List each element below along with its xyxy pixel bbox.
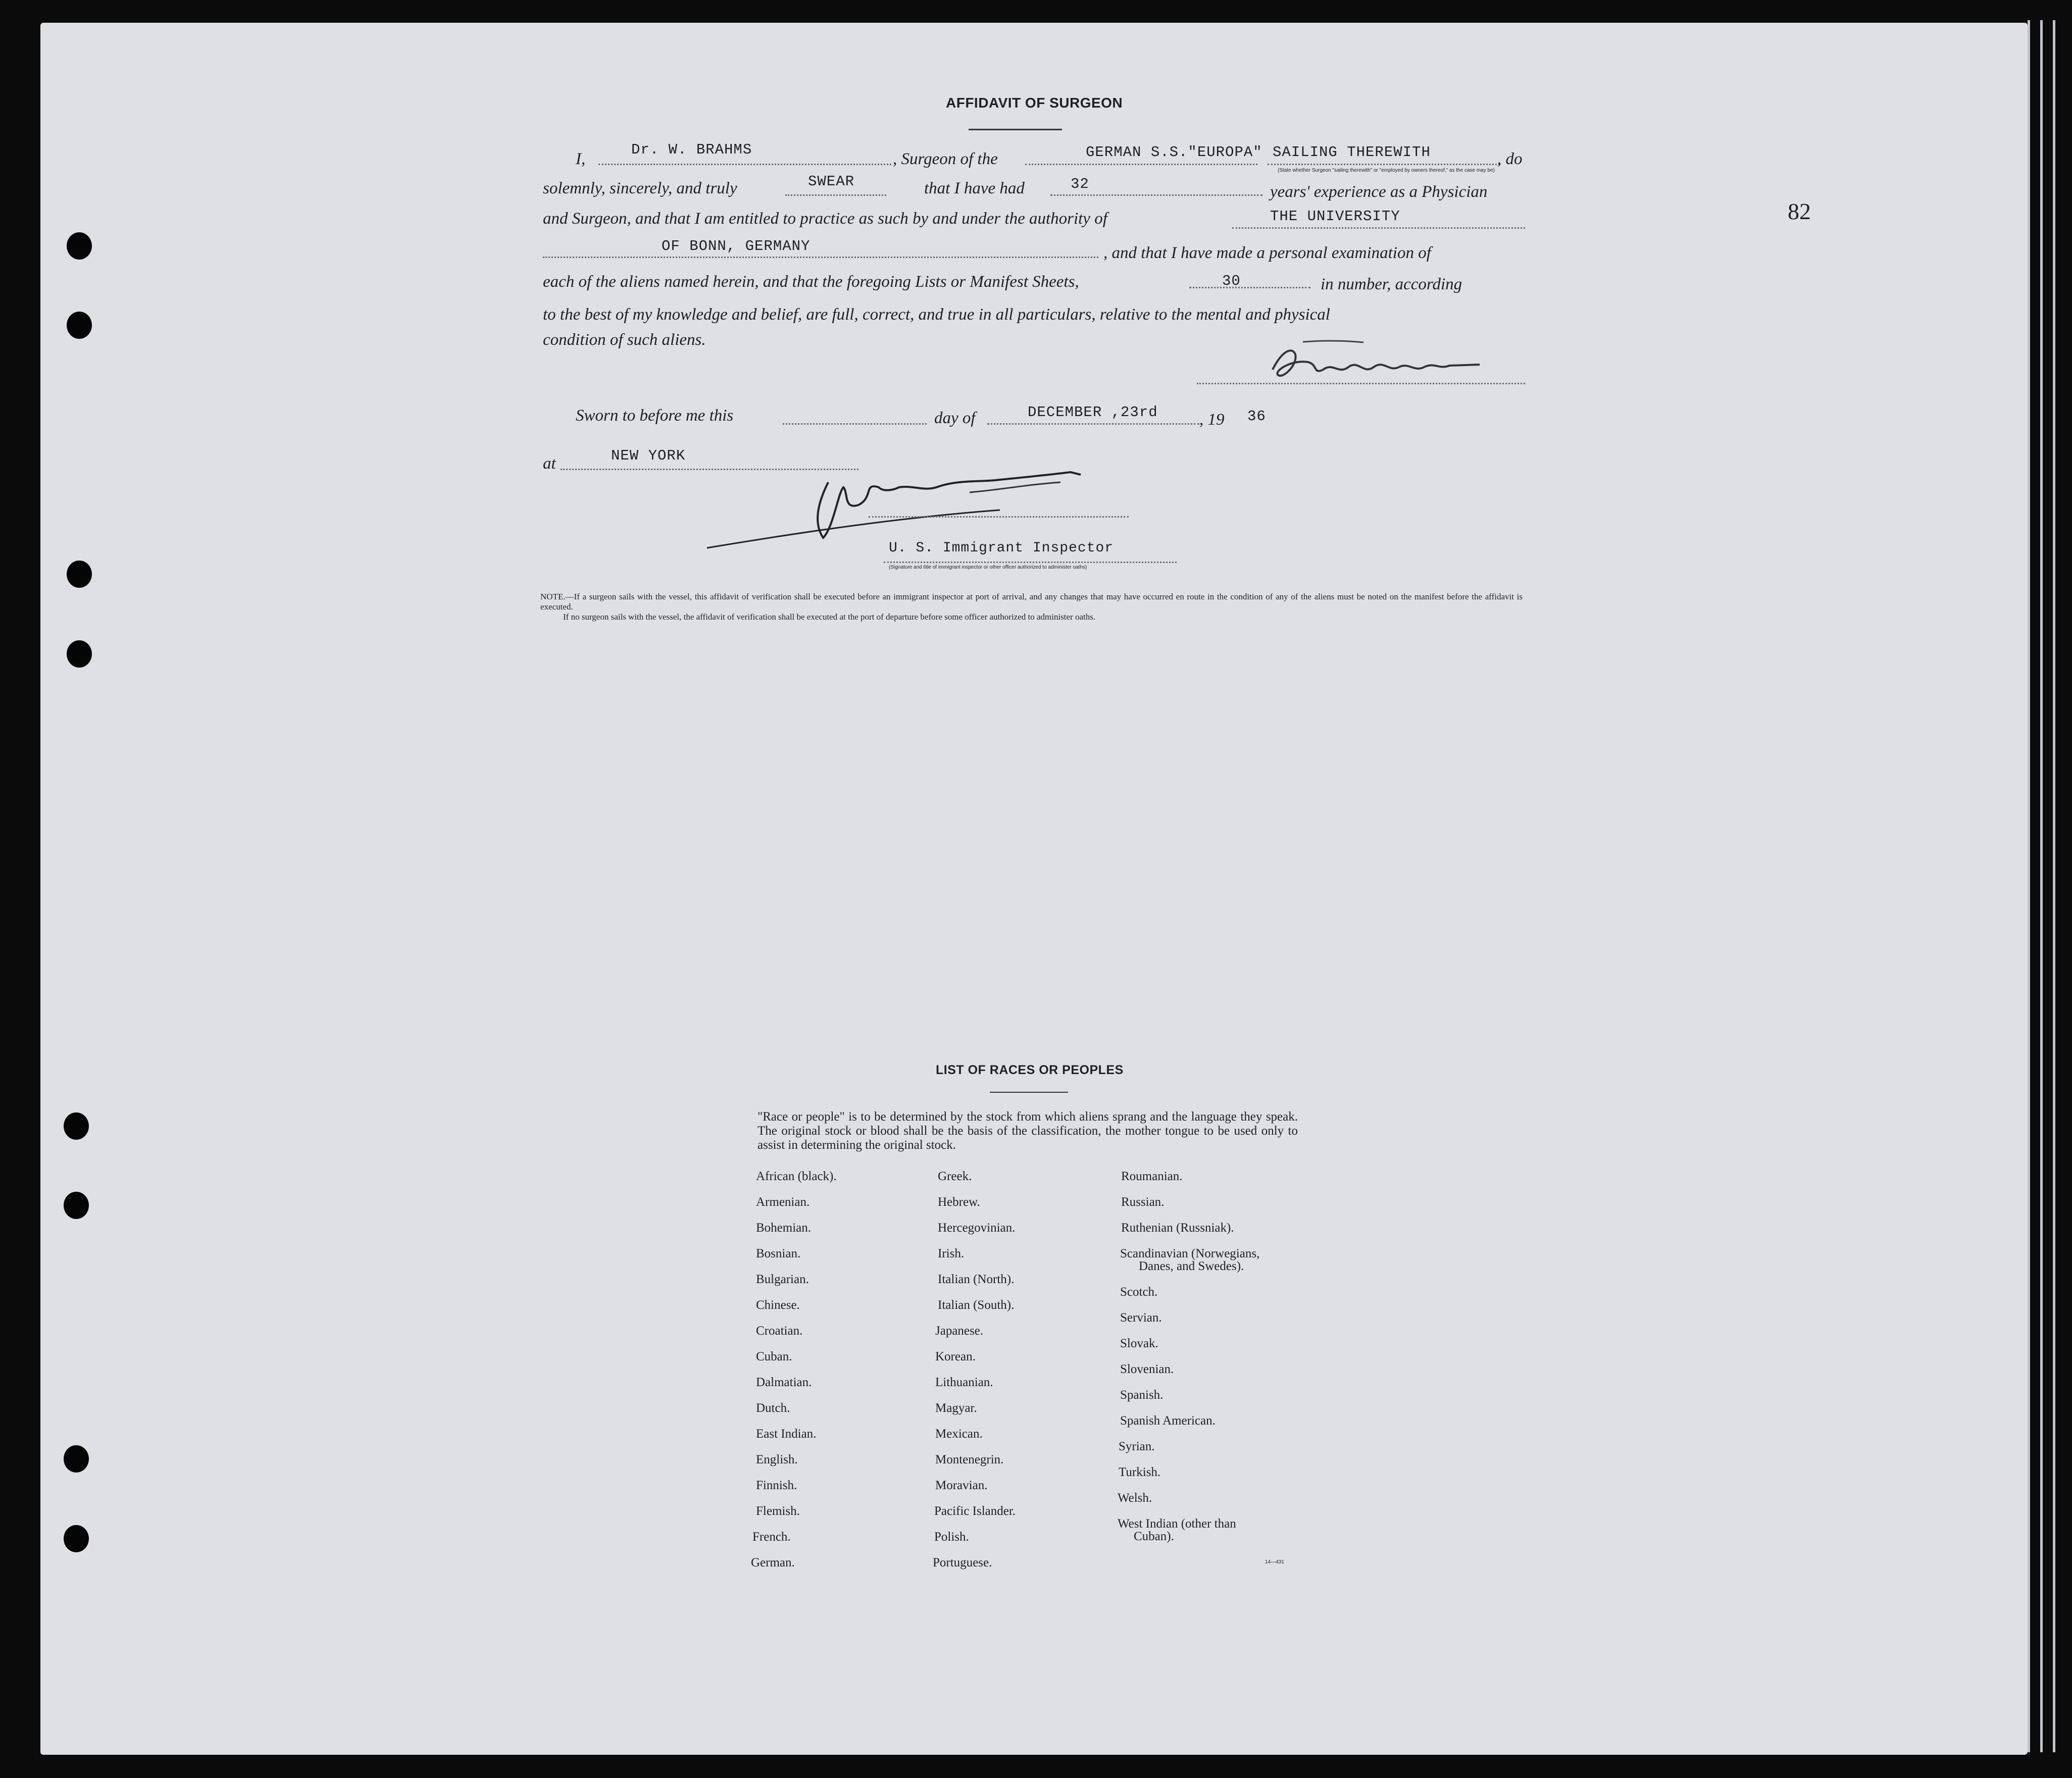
surgeon-capacity: SAILING THEREWITH [1273, 144, 1431, 161]
affidavit-text: that I have had [924, 179, 1025, 197]
race-item: Korean. [935, 1350, 976, 1363]
field-line [884, 562, 1177, 563]
race-item: Russian. [1121, 1195, 1165, 1209]
inspector-title: U. S. Immigrant Inspector [889, 540, 1114, 556]
race-item: English. [756, 1453, 798, 1466]
affidavit-text: , and that I have made a personal examination of [1103, 244, 1431, 262]
race-item: Japanese. [935, 1324, 984, 1338]
race-item: Spanish. [1120, 1388, 1164, 1402]
binder-hole [64, 1112, 89, 1140]
race-item: Pacific Islander. [934, 1504, 1016, 1518]
field-line [783, 423, 927, 425]
race-item: Finnish. [756, 1479, 797, 1492]
sworn-text: day of [934, 409, 976, 427]
race-item: Hercegovinian. [938, 1221, 1016, 1235]
race-item: Danes, and Swedes). [1139, 1259, 1244, 1273]
title-rule [969, 129, 1062, 130]
race-item: Dutch. [756, 1401, 790, 1415]
races-intro: "Race or people" is to be determined by the stock from which aliens sprang and the language they speak. The original stock or blood shall be the basis of the classification, the mother tongue to be used only to assist in determining the original stock. [757, 1110, 1298, 1152]
race-item: Greek. [938, 1170, 972, 1183]
binder-hole [64, 1525, 89, 1552]
race-item: Bohemian. [756, 1221, 812, 1235]
race-item: West Indian (other than [1118, 1517, 1236, 1531]
race-item: Moravian. [935, 1479, 988, 1492]
race-item: Polish. [934, 1530, 969, 1544]
surgeon-name: Dr. W. BRAHMS [631, 141, 752, 158]
vessel-name: GERMAN S.S."EUROPA" [1086, 144, 1262, 161]
field-line [1189, 287, 1310, 288]
affidavit-text: condition of such aliens. [543, 331, 706, 349]
binder-hole [67, 640, 92, 668]
field-line [1268, 164, 1500, 165]
sworn-text: , 19 [1199, 411, 1225, 429]
race-item: Turkish. [1119, 1465, 1161, 1479]
race-item: French. [752, 1530, 791, 1544]
race-item: Flemish. [756, 1504, 800, 1518]
sworn-text: at [543, 454, 556, 473]
race-item: Scotch. [1120, 1285, 1158, 1299]
field-line [1232, 227, 1525, 229]
race-item: Montenegrin. [935, 1453, 1004, 1466]
race-item: Bosnian. [756, 1247, 801, 1260]
field-line [785, 194, 886, 196]
affidavit-text: and Surgeon, and that I am entitled to practice as such by and under the authority of [543, 210, 1107, 228]
race-item: Croatian. [756, 1324, 803, 1338]
years-experience: 32 [1071, 176, 1089, 192]
race-item: Bulgarian. [756, 1273, 809, 1286]
page-edge [2028, 20, 2030, 1752]
race-item: Magyar. [935, 1401, 977, 1415]
affidavit-text: , do [1497, 150, 1523, 168]
affidavit-title: AFFIDAVIT OF SURGEON [946, 95, 1123, 111]
authority-1: THE UNIVERSITY [1270, 208, 1400, 225]
affidavit-text: each of the aliens named herein, and that the foregoing Lists or Manifest Sheets, [543, 273, 1079, 291]
race-item: Syrian. [1119, 1440, 1155, 1453]
affidavit-text: I, [576, 150, 586, 168]
sworn-date: DECEMBER ,23rd [1028, 404, 1158, 421]
note-2: If no surgeon sails with the vessel, the affidavit of verification shall be executed at the port of departure before some officer authorized to administer oaths. [563, 612, 1096, 622]
field-line [543, 257, 1098, 258]
race-item: Hebrew. [938, 1195, 980, 1209]
race-item: Armenian. [756, 1195, 810, 1209]
races-title: LIST OF RACES OR PEOPLES [936, 1063, 1124, 1077]
page-number: 82 [1788, 198, 1811, 224]
race-item: Roumanian. [1121, 1170, 1183, 1183]
race-item: Slovenian. [1120, 1362, 1174, 1376]
race-item: Servian. [1120, 1311, 1162, 1325]
affidavit-text: in number, according [1321, 275, 1462, 293]
race-item: East Indian. [756, 1427, 817, 1441]
capacity-note: (State whether Surgeon "sailing therewith" or "employed by owners thereof," as the case may be) [1278, 168, 1495, 173]
sworn-text: Sworn to before me this [576, 407, 734, 425]
sworn-place: NEW YORK [611, 447, 686, 464]
form-code: 14—431 [1265, 1559, 1284, 1565]
authority-2: OF BONN, GERMANY [662, 238, 811, 255]
page-edge [2040, 20, 2043, 1752]
race-item: Portuguese. [933, 1556, 992, 1569]
race-item: Slovak. [1120, 1337, 1158, 1350]
manifest-sheets: 30 [1222, 273, 1241, 289]
race-item: German. [751, 1556, 795, 1569]
note-1: NOTE.—If a surgeon sails with the vessel, this affidavit of verification shall be executed before an immigrant inspector at port of arrival, and any changes that may have occurred en route in the condition of any of the aliens must be noted on the manifest before the affidavit is executed. [540, 592, 1523, 612]
race-item: Irish. [938, 1247, 965, 1260]
affidavit-text: years' experience as a Physician [1270, 183, 1488, 201]
race-item: Cuban). [1134, 1530, 1174, 1543]
field-line [1025, 164, 1257, 165]
race-item: Spanish American. [1120, 1414, 1216, 1428]
title-rule [990, 1092, 1068, 1093]
oath-type: SWEAR [808, 173, 855, 190]
race-item: Cuban. [756, 1350, 792, 1363]
surgeon-signature [1262, 339, 1500, 385]
race-item: Chinese. [756, 1298, 800, 1312]
binder-hole [67, 312, 92, 339]
race-item: African (black). [756, 1170, 837, 1183]
affidavit-text: to the best of my knowledge and belief, are full, correct, and true in all particulars, relative to the mental and physical [543, 306, 1330, 324]
binder-hole [64, 1192, 89, 1219]
race-item: Lithuanian. [935, 1376, 993, 1389]
field-line [598, 164, 891, 165]
race-item: Italian (South). [938, 1298, 1015, 1312]
race-item: Dalmatian. [756, 1376, 812, 1389]
race-item: Scandinavian (Norwegians, [1120, 1247, 1260, 1260]
race-item: Mexican. [935, 1427, 983, 1441]
race-item: Ruthenian (Russniak). [1121, 1221, 1234, 1235]
signature-line [869, 516, 1129, 518]
field-line [987, 423, 1199, 425]
sworn-year: 36 [1247, 408, 1266, 425]
binder-hole [67, 232, 92, 260]
inspector-signature [697, 462, 1161, 553]
binder-hole [64, 1445, 89, 1472]
page-edge [2053, 20, 2055, 1752]
race-item: Welsh. [1118, 1491, 1152, 1505]
inspector-caption: (Signature and title of immigrant inspector or other officer authorized to administer oaths) [889, 565, 1087, 570]
binder-hole [67, 561, 92, 588]
affidavit-text: , Surgeon of the [893, 150, 998, 168]
field-line [1050, 194, 1262, 196]
affidavit-text: solemnly, sincerely, and truly [543, 179, 737, 197]
race-item: Italian (North). [938, 1273, 1015, 1286]
